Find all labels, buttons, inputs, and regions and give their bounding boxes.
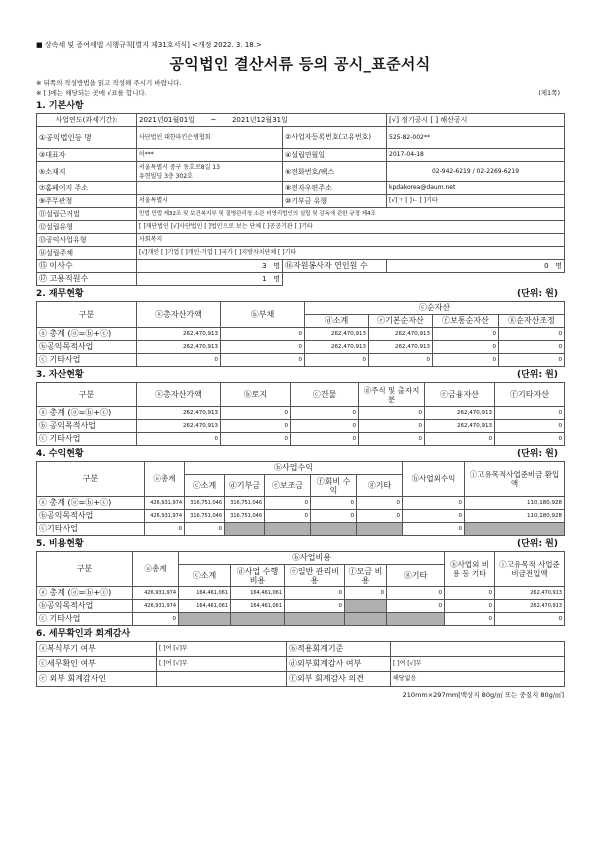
- cell: 164,461,061: [179, 600, 231, 613]
- shaded-cell: [225, 523, 265, 536]
- finance-sub-header: ⓖ순자산조정: [499, 315, 565, 328]
- note-checkbox: ※ [ ]에는 해당되는 곳에 √표를 합니다.: [36, 89, 147, 97]
- org-name-label: ①공익법인등 명: [37, 127, 137, 149]
- double-entry-value: [ ]여 [√]부: [157, 642, 287, 657]
- assets-table: [36, 382, 565, 446]
- cell: 0: [359, 433, 425, 446]
- cell: 0: [291, 420, 359, 433]
- cell: 0: [221, 420, 291, 433]
- cell: 0: [369, 354, 433, 367]
- cell: 262,470,913: [137, 328, 221, 341]
- row-label: ⓑ공익목적사업: [37, 600, 133, 613]
- directors-label: ⑮ 이사수: [37, 260, 137, 273]
- table-row: [37, 341, 565, 354]
- accounting-standard-value: [391, 642, 565, 657]
- cell: 0: [265, 510, 311, 523]
- cell: 426,931,974: [145, 497, 185, 510]
- table-row: [37, 510, 565, 523]
- cell: 426,931,974: [145, 510, 185, 523]
- email-value: kpdakorea@daum.net: [387, 182, 565, 195]
- table-row: [37, 420, 565, 433]
- cell: 0: [433, 354, 499, 367]
- revenue-total-header: ⓐ총계: [145, 462, 185, 497]
- row-label: ⓒ기타사업: [37, 523, 145, 536]
- shaded-cell: [285, 613, 345, 626]
- cell: 0: [221, 407, 291, 420]
- cell: 262,470,913: [305, 328, 369, 341]
- tax-check-value: [ ]여 [√]부: [157, 657, 287, 672]
- cell: 0: [403, 497, 465, 510]
- shaded-cell: [465, 523, 565, 536]
- section-finance-title: 2. 재무현황 (단위: 원): [36, 289, 558, 299]
- expense-sub-header: ⓖ기타: [387, 565, 445, 587]
- revenue-gubun: 구분: [37, 462, 145, 497]
- cell: 316,751,046: [225, 510, 265, 523]
- revenue-reserve-header: ⓘ고유목적사업준비금 환입액: [465, 462, 565, 497]
- cell: 0: [185, 523, 225, 536]
- table-row: [37, 600, 565, 613]
- cell: 262,470,913: [137, 341, 221, 354]
- section-basic-info-title: 1. 기본사항: [36, 101, 84, 111]
- paper-spec-footer: 210mm×297mm[백상지 80g/㎡ 또는 중질지 80g/㎡]: [402, 691, 564, 699]
- cell: 316,751,046: [185, 497, 225, 510]
- revenue-sub-header: ⓓ기부금: [225, 475, 265, 497]
- regulation-header: ■ 상속세 및 증여세법 시행규칙[별지 제31호서식] <개정 2022. 3. 18.>: [36, 41, 262, 49]
- assets-header: ⓔ금융자산: [425, 383, 495, 407]
- cell: 0: [359, 420, 425, 433]
- donation-type-value: [√]ㄱ [ ]ㄴ [ ]기타: [387, 195, 565, 208]
- table-row: [37, 354, 565, 367]
- shaded-cell: [357, 523, 403, 536]
- donation-type-label: ⑩기부금 유형: [283, 195, 387, 208]
- assets-unit: (단위: 원): [516, 370, 558, 380]
- cell: 164,461,061: [231, 587, 285, 600]
- cell: 0: [403, 523, 465, 536]
- expense-total-header: ⓐ총계: [133, 552, 179, 587]
- shaded-cell: [345, 600, 387, 613]
- basic-info-table: [36, 113, 565, 286]
- biz-reg-label: ②사업자등록번호(고유번호): [283, 127, 387, 149]
- cell: 0: [291, 407, 359, 420]
- cell: 0: [137, 433, 221, 446]
- revenue-other-header: ⓗ사업외수익: [403, 462, 465, 497]
- cell: 0: [145, 523, 185, 536]
- assets-header: ⓕ기타자산: [495, 383, 565, 407]
- cell: 0: [221, 341, 305, 354]
- cell: 0: [445, 587, 495, 600]
- volunteers-value: 0 명: [387, 260, 565, 273]
- audit-table: [36, 641, 565, 687]
- cell: 262,470,913: [137, 407, 221, 420]
- shaded-cell: [345, 613, 387, 626]
- finance-net-assets-header: ⓒ순자산: [305, 302, 565, 315]
- legal-basis-value: 민법 민법 제32조 및 보건복지부 및 질병관리청 소관 비영리법인의 설립 및 감독에 관한 규정 제4조: [137, 208, 565, 221]
- finance-sub-header: ⓔ기본순자산: [369, 315, 433, 328]
- auditor-label: ⓔ 외부 회계감사인: [37, 672, 157, 687]
- expense-gubun: 구분: [37, 552, 133, 587]
- cell: 262,470,913: [369, 328, 433, 341]
- section-assets-title: 3. 자산현황 (단위: 원): [36, 370, 558, 380]
- finance-gubun: 구분: [37, 302, 137, 328]
- tax-check-label: ⓒ세무확인 여부: [37, 657, 157, 672]
- row-label: ⓑ 공익목적사업: [37, 420, 137, 433]
- finance-sub-header: ⓕ보통순자산: [433, 315, 499, 328]
- finance-sub-header: ⓓ소계: [305, 315, 369, 328]
- cell: 0: [403, 510, 465, 523]
- cell: 0: [311, 510, 357, 523]
- expense-reserve-header: ⓘ고유목적 사업준비금전입액: [495, 552, 565, 587]
- cell: 0: [285, 600, 345, 613]
- org-name-value: 사단법인 대한파킨슨병협회: [137, 127, 283, 149]
- cell: 0: [499, 328, 565, 341]
- cell: 164,461,061: [231, 600, 285, 613]
- external-audit-label: ⓓ외부회계감사 여부: [287, 657, 391, 672]
- cell: 0: [311, 497, 357, 510]
- found-type-label: ⑫설립유형: [37, 221, 137, 234]
- expense-sub-header: ⓒ소계: [179, 565, 231, 587]
- shaded-cell: [231, 613, 285, 626]
- cell: 0: [425, 433, 495, 446]
- finance-table: [36, 301, 565, 367]
- expense-table: [36, 551, 565, 626]
- cell: 0: [357, 510, 403, 523]
- public-biz-type-value: 사회복지: [137, 234, 565, 247]
- cell: 0: [221, 433, 291, 446]
- found-date-value: 2017-04-18: [387, 149, 565, 162]
- form-notes: [36, 78, 564, 98]
- cell: 262,470,913: [305, 341, 369, 354]
- cell: 0: [133, 613, 179, 626]
- directors-value: 3 명: [137, 260, 283, 273]
- found-date-label: ④설립연월일: [283, 149, 387, 162]
- row-label: ⓐ 총계 (ⓐ=ⓑ+ⓒ): [37, 407, 137, 420]
- row-label: ⓐ 총계 (ⓐ=ⓑ+ⓒ): [37, 497, 145, 510]
- row-label: ⓑ공익목적사업: [37, 341, 137, 354]
- address-value: 서울특별시 중구 동호로8길 13 유현빌딩 3층 302호: [137, 162, 283, 182]
- cell: 0: [495, 613, 565, 626]
- table-row: [37, 433, 565, 446]
- table-row: [37, 497, 565, 510]
- auditor-value: [157, 672, 287, 687]
- cell: 316,751,046: [225, 497, 265, 510]
- row-label: ⓒ 기타사업: [37, 433, 137, 446]
- table-row: [37, 587, 565, 600]
- fiscal-year-label: 사업연도(과세기간):: [37, 114, 137, 127]
- employees-value: 1 명: [137, 273, 283, 286]
- cell: 0: [445, 600, 495, 613]
- phone-label: ⑥전화번호/팩스: [283, 162, 387, 182]
- shaded-cell: [265, 523, 311, 536]
- cell: 0: [221, 328, 305, 341]
- blank-cell: [283, 273, 565, 286]
- cell: 110,180,928: [465, 497, 565, 510]
- section-expense-title: 5. 비용현황 (단위: 원): [36, 539, 558, 549]
- cell: 426,931,974: [133, 600, 179, 613]
- revenue-sub-header: ⓕ회비 수익: [311, 475, 357, 497]
- authority-value: 서울특별시: [137, 195, 283, 208]
- email-label: ⑧전자우편주소: [283, 182, 387, 195]
- table-row: [37, 407, 565, 420]
- assets-header: ⓒ건물: [291, 383, 359, 407]
- homepage-label: ⑦홈페이지 주소: [37, 182, 137, 195]
- public-biz-type-label: ⑬공익사업유형: [37, 234, 137, 247]
- shaded-cell: [311, 523, 357, 536]
- table-row: [37, 613, 565, 626]
- double-entry-label: ⓐ복식부기 여부: [37, 642, 157, 657]
- rep-value: 이***: [137, 149, 283, 162]
- shaded-cell: [179, 613, 231, 626]
- cell: 0: [495, 420, 565, 433]
- cell: 262,470,913: [495, 600, 565, 613]
- cell: 0: [265, 497, 311, 510]
- cell: 0: [357, 497, 403, 510]
- cell: 0: [433, 328, 499, 341]
- form-title: 공익법인 결산서류 등의 공시_표준서식: [169, 55, 431, 73]
- cell: 0: [137, 354, 221, 367]
- table-row: [37, 328, 565, 341]
- cell: 0: [433, 341, 499, 354]
- cell: 0: [345, 587, 387, 600]
- cell: 262,470,913: [425, 420, 495, 433]
- revenue-sub-header: ⓖ기타: [357, 475, 403, 497]
- authority-label: ⑨주무관청: [37, 195, 137, 208]
- assets-header: ⓑ토지: [221, 383, 291, 407]
- cell: 0: [387, 587, 445, 600]
- cell: 0: [445, 613, 495, 626]
- disclosure-form: [36, 40, 564, 699]
- expense-sub-header: ⓓ사업 수행비용: [231, 565, 285, 587]
- legal-basis-label: ⑪설립근거법: [37, 208, 137, 221]
- revenue-sub-header: ⓔ보조금: [265, 475, 311, 497]
- revenue-table: [36, 461, 565, 536]
- table-row: [37, 523, 565, 536]
- expense-sub-header: ⓕ모금 비용: [345, 565, 387, 587]
- finance-total-assets-header: ⓐ총자산가액: [137, 302, 221, 328]
- cell: 262,470,913: [425, 407, 495, 420]
- cell: 0: [495, 407, 565, 420]
- phone-value: 02-942-6219 / 02-2269-6219: [387, 162, 565, 182]
- row-label: ⓒ 기타사업: [37, 613, 133, 626]
- audit-opinion-label: ⓕ외부 회계감사 의견: [287, 672, 391, 687]
- note-instructions: ※ 뒤쪽의 작성방법을 읽고 작성해 주시기 바랍니다.: [36, 79, 182, 87]
- homepage-value: [137, 182, 283, 195]
- cell: 0: [359, 407, 425, 420]
- cell: 0: [387, 600, 445, 613]
- address-label: ⑤소재지: [37, 162, 137, 182]
- expense-sub-header: ⓔ일반 관리비용: [285, 565, 345, 587]
- shaded-cell: [387, 613, 445, 626]
- cell: 262,470,913: [369, 341, 433, 354]
- cell: 262,470,913: [137, 420, 221, 433]
- cell: 0: [499, 354, 565, 367]
- found-type-value: [ ]재단법인 [√]사단법인 [ ]법인으로 보는 단체 [ ]공공기관 [ ]기타: [137, 221, 565, 234]
- cell: 0: [285, 587, 345, 600]
- cell: 316,751,046: [185, 510, 225, 523]
- revenue-unit: (단위: 원): [516, 449, 558, 459]
- section-audit-title: 6. 세무확인과 회계감사: [36, 629, 131, 639]
- employees-label: ⑰ 고용직원수: [37, 273, 137, 286]
- revenue-sub-header: ⓒ소계: [185, 475, 225, 497]
- cell: 262,470,913: [495, 587, 565, 600]
- accounting-standard-label: ⓑ적용회계기준: [287, 642, 391, 657]
- fiscal-year-range: 2021년01월01일 ~ 2021년12월31일: [137, 114, 387, 127]
- row-label: ⓐ 총계 (ⓐ=ⓑ+ⓒ): [37, 587, 133, 600]
- cell: 110,180,928: [465, 510, 565, 523]
- page-number: (제1쪽): [538, 89, 560, 97]
- cell: 0: [291, 433, 359, 446]
- finance-debt-header: ⓑ부채: [221, 302, 305, 328]
- expense-unit: (단위: 원): [516, 539, 558, 549]
- row-label: ⓑ공익목적사업: [37, 510, 145, 523]
- cell: 0: [495, 433, 565, 446]
- assets-header: ⓐ총자산가액: [137, 383, 221, 407]
- founder-label: ⑭설립주체: [37, 247, 137, 260]
- cell: 0: [221, 354, 305, 367]
- revenue-biz-header: ⓑ사업수익: [185, 462, 403, 475]
- cell: 0: [305, 354, 369, 367]
- disclosure-type: [√] 정기공시 [ ] 해산공시: [387, 114, 565, 127]
- row-label: ⓒ 기타사업: [37, 354, 137, 367]
- expense-biz-header: ⓑ사업비용: [179, 552, 445, 565]
- cell: 164,461,061: [179, 587, 231, 600]
- audit-opinion-value: 해당없음: [391, 672, 565, 687]
- section-revenue-title: 4. 수익현황 (단위: 원): [36, 449, 558, 459]
- volunteers-label: ⑯자원봉사자 연인원 수: [283, 260, 387, 273]
- cell: 426,931,974: [133, 587, 179, 600]
- assets-header: ⓓ주식 및 출자지분: [359, 383, 425, 407]
- row-label: ⓐ 총계 (ⓐ=ⓑ+ⓒ): [37, 328, 137, 341]
- finance-unit: (단위: 원): [516, 289, 558, 299]
- external-audit-value: [ ]여 [√]부: [391, 657, 565, 672]
- assets-header: 구분: [37, 383, 137, 407]
- expense-other-header: ⓗ사업외 비용 등 기타: [445, 552, 495, 587]
- founder-value: [√]개인 [ ]기업 [ ]개인·기업 [ ]국가 [ ]지방자치단체 [ ]기타: [137, 247, 565, 260]
- rep-label: ③대표자: [37, 149, 137, 162]
- biz-reg-value: 525-82-002**: [387, 127, 565, 149]
- cell: 0: [499, 341, 565, 354]
